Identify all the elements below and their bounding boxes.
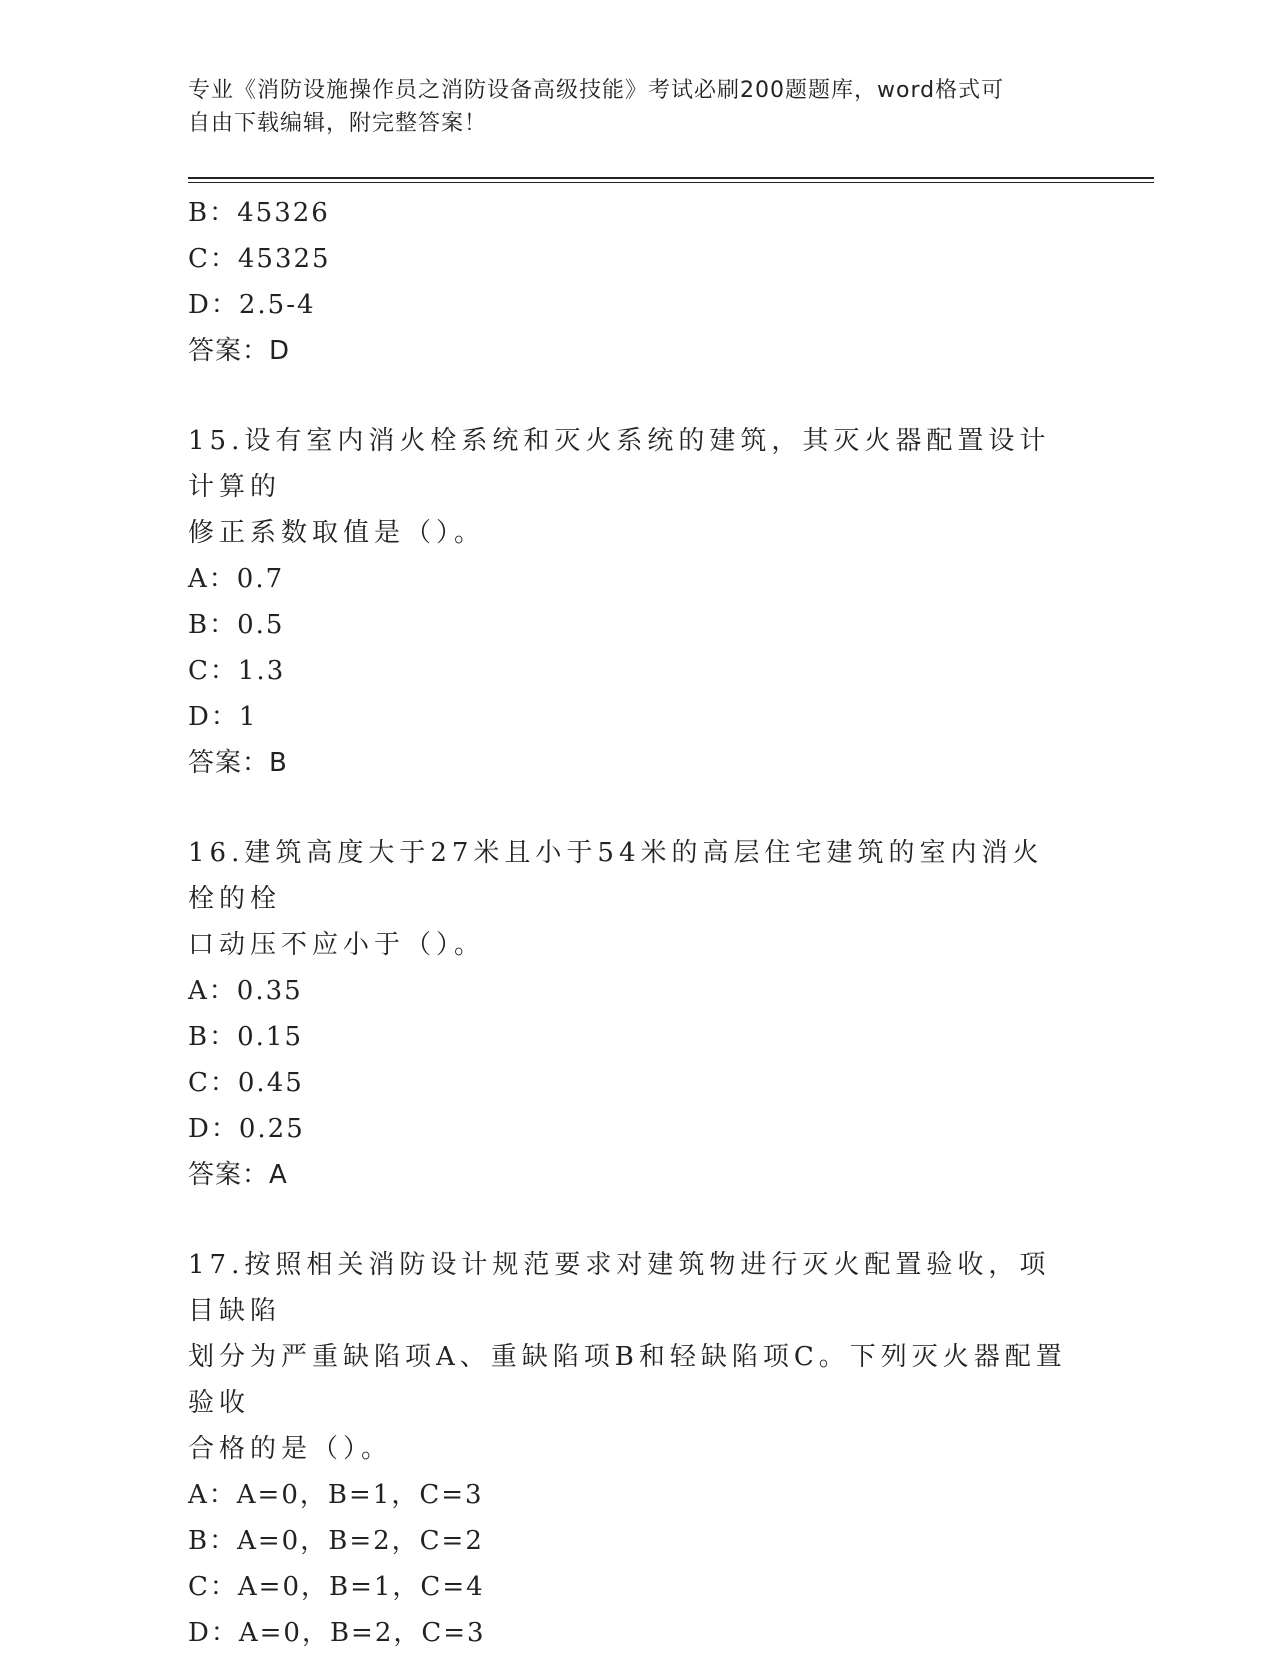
option: D：A=0，B=2，C=3 — [188, 1618, 486, 1648]
question-stem-line: 划分为严重缺陷项A、重缺陷项B和轻缺陷项C。下列灭火器配置验收 — [188, 1342, 1067, 1418]
question-15 — [188, 418, 1088, 786]
option: B：0.5 — [188, 610, 285, 640]
answer: 答案：B — [188, 748, 288, 778]
document-header — [188, 74, 1068, 140]
option: B：0.15 — [188, 1022, 303, 1052]
answer: 答案：A — [188, 1160, 288, 1190]
option: A：0.7 — [188, 564, 285, 594]
option: B：45326 — [188, 198, 330, 228]
question-list — [188, 190, 1088, 1656]
option: D：2.5-4 — [188, 290, 316, 320]
option: A：A=0，B=1，C=3 — [188, 1480, 484, 1510]
option: B：A=0，B=2，C=2 — [188, 1526, 484, 1556]
option: C：A=0，B=1，C=4 — [188, 1572, 485, 1602]
question-stem-line: 17.按照相关消防设计规范要求对建筑物进行灭火配置验收，项目缺陷 — [188, 1250, 1051, 1326]
header-divider-thin — [188, 182, 1154, 183]
option: D：1 — [188, 702, 258, 732]
option: C：1.3 — [188, 656, 286, 686]
option: D：0.25 — [188, 1114, 305, 1144]
partial-question — [188, 190, 1088, 374]
question-stem-line: 修正系数取值是（）。 — [188, 518, 486, 548]
header-divider-thick — [188, 177, 1154, 179]
option: A：0.35 — [188, 976, 303, 1006]
header-line-2: 自由下载编辑，附完整答案！ — [188, 111, 488, 136]
option: C：0.45 — [188, 1068, 304, 1098]
option: C：45325 — [188, 244, 331, 274]
question-stem-line: 合格的是（）。 — [188, 1434, 393, 1464]
question-stem-line: 15.设有室内消火栓系统和灭火系统的建筑，其灭火器配置设计计算的 — [188, 426, 1051, 502]
header-line-1: 专业《消防设施操作员之消防设备高级技能》考试必刷200题题库，word格式可 — [188, 78, 1005, 103]
question-17 — [188, 1242, 1088, 1656]
answer: 答案：D — [188, 336, 291, 366]
question-16 — [188, 830, 1088, 1198]
question-stem-line: 口动压不应小于（）。 — [188, 930, 486, 960]
question-stem-line: 16.建筑高度大于27米且小于54米的高层住宅建筑的室内消火栓的栓 — [188, 838, 1044, 914]
